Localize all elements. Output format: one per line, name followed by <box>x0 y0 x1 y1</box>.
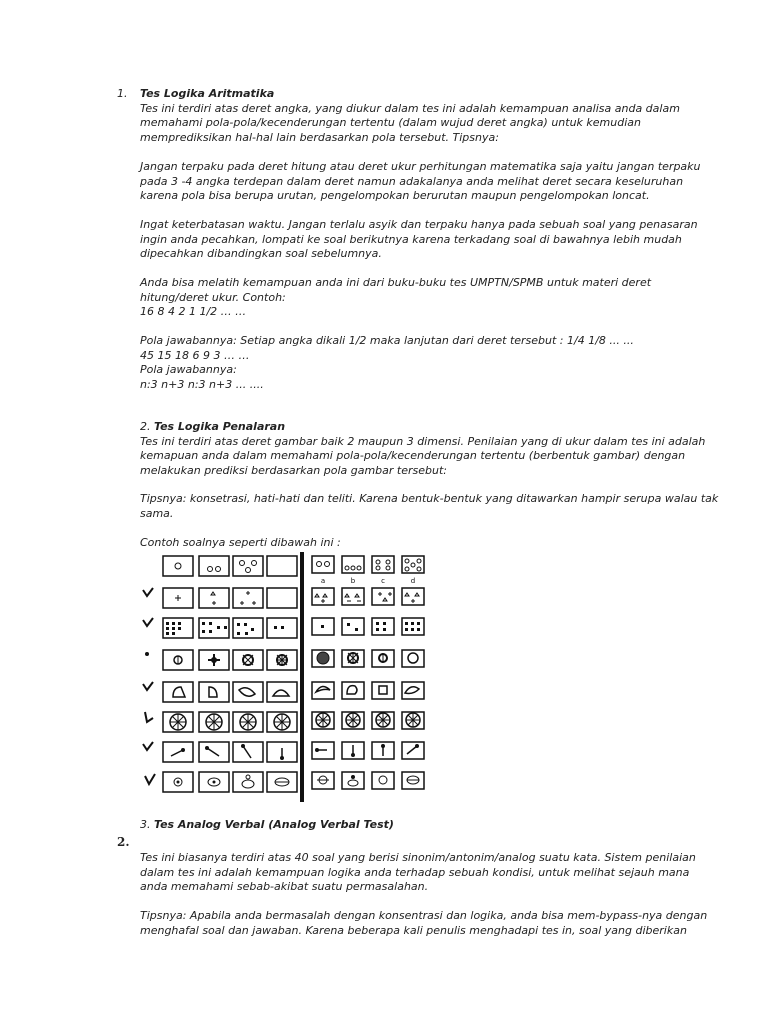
puzzle-row <box>143 618 424 638</box>
paragraph-line: sama. <box>140 506 174 520</box>
heading-text: Tes Logika Penalaran <box>154 420 286 433</box>
section-2-block <box>140 420 706 478</box>
paragraph-line: Jangan terpaku pada deret hitung atau deret ukur perhitungan matematika saja yaitu jangan terpaku <box>140 160 701 173</box>
list-number-1: 1. <box>117 87 128 100</box>
paragraph-line: menghafal soal dan jawaban. Karena beberapa kali penulis menghadapi tes in, soal yang diberikan <box>140 923 687 937</box>
paragraph-line: memprediksikan hal-hal lain berdasarkan pola tersebut. Tipsnya: <box>140 130 499 144</box>
section-1-block <box>140 87 680 145</box>
answers-block <box>140 334 680 392</box>
option-letter-d: d <box>410 577 416 585</box>
paragraph-line: Tes ini terdiri atas deret angka, yang diukur dalam tes ini adalah kemampuan analisa anda dalam <box>140 101 680 115</box>
puzzle-row <box>145 772 424 792</box>
puzzle-row <box>145 712 424 732</box>
paragraph-line: Tipsnya: Apabila anda bermasalah dengan konsentrasi dan logika, anda bisa mem-bypass-nya dengan <box>140 909 708 922</box>
tip-3-block <box>140 276 680 320</box>
paragraph-line: karena pola bisa berupa urutan, pengelompokan berurutan maupun pengelompokan loncat. <box>140 189 650 203</box>
heading-text: Tes Analog Verbal (Analog Verbal Test) <box>154 818 394 831</box>
example-label: Contoh soalnya seperti dibawah ini : <box>140 536 341 549</box>
divider-line <box>300 552 304 802</box>
example-sequence: 16 8 4 2 1 1/2 … … <box>140 305 247 319</box>
option-letter-a: a <box>320 577 326 585</box>
list-number-2: 2. <box>117 835 130 849</box>
tip-2-block <box>140 218 698 262</box>
paragraph-line: anda memahami sebab-akibat suatu permasalahan. <box>140 880 429 894</box>
paragraph-line: hitung/deret ukur. Contoh: <box>140 290 286 304</box>
option-letter-c: c <box>381 577 385 585</box>
paragraph-line: dalam tes ini adalah kemampuan logika anda terhadap sebuah kondisi, untuk melihat sejauh mana <box>140 865 690 879</box>
section-2-heading <box>140 420 680 435</box>
paragraph-line: melakukan prediksi berdasarkan pola gambar tersebut: <box>140 463 447 477</box>
paragraph-line: Ingat keterbatasan waktu. Jangan terlalu asyik dan terpaku hanya pada sebuah soal yang penasaran <box>140 218 698 231</box>
puzzle-row <box>143 588 424 608</box>
option-letter-b: b <box>350 577 356 585</box>
section-3-heading-block <box>140 818 680 833</box>
section-3-tips <box>140 909 708 938</box>
tip-1-block <box>140 160 701 204</box>
paragraph-line: dipecahkan dibandingkan soal sebelumnya. <box>140 247 382 261</box>
paragraph-line: ingin anda pecahkan, lompati ke soal berikutnya karena terkadang soal di bawahnya lebih mudah <box>140 232 682 246</box>
puzzle-row <box>143 742 424 762</box>
heading-prefix: 2. <box>140 420 151 433</box>
example-sequence: 45 15 18 6 9 3 … … <box>140 348 250 362</box>
puzzle-row <box>143 682 424 702</box>
heading-prefix: 3. <box>140 818 151 831</box>
paragraph-line: Tipsnya: konsetrasi, hati-hati dan teliti. Karena bentuk-bentuk yang ditawarkan hampir serupa walau tak <box>140 492 719 505</box>
answer-line: Pola jawabannya: Setiap angka dikali 1/2 maka lanjutan dari deret tersebut : 1/4 1/8 ... ... <box>140 334 634 347</box>
pattern-puzzle-figure <box>139 552 445 804</box>
answer-line: Pola jawabannya: <box>140 363 237 377</box>
section-3-block <box>140 851 696 895</box>
puzzle-row <box>163 556 424 576</box>
section-1-heading: Tes Logika Aritmatika <box>140 87 275 100</box>
puzzle-row <box>145 650 424 670</box>
paragraph-line: memahami pola-pola/kecenderungan tertentu (dalam wujud deret angka) untuk kemudian <box>140 116 641 130</box>
paragraph-line: pada 3 -4 angka terdepan dalam deret namun adakalanya anda melihat deret secara keseluruhan <box>140 174 684 188</box>
paragraph-line: kemapuan anda dalam memahami pola-pola/kecenderungan tertentu (berbentuk gambar) dengan <box>140 449 686 463</box>
paragraph-line: Anda bisa melatih kemampuan anda ini dari buku-buku tes UMPTN/SPMB untuk materi deret <box>140 276 652 289</box>
paragraph-line: Tes ini terdiri atas deret gambar baik 2 maupun 3 dimensi. Penilaian yang di ukur dalam tes ini adalah <box>140 434 706 448</box>
option-letter-labels <box>321 577 415 585</box>
example-label-block <box>140 536 680 551</box>
section-3-heading <box>140 818 680 833</box>
answer-line: n:3 n+3 n:3 n+3 ... .... <box>140 377 264 391</box>
paragraph-line: Tes ini biasanya terdiri atas 40 soal yang berisi sinonim/antonim/analog suatu kata. Sistem penilaian <box>140 851 696 864</box>
section-2-tips <box>140 492 719 521</box>
